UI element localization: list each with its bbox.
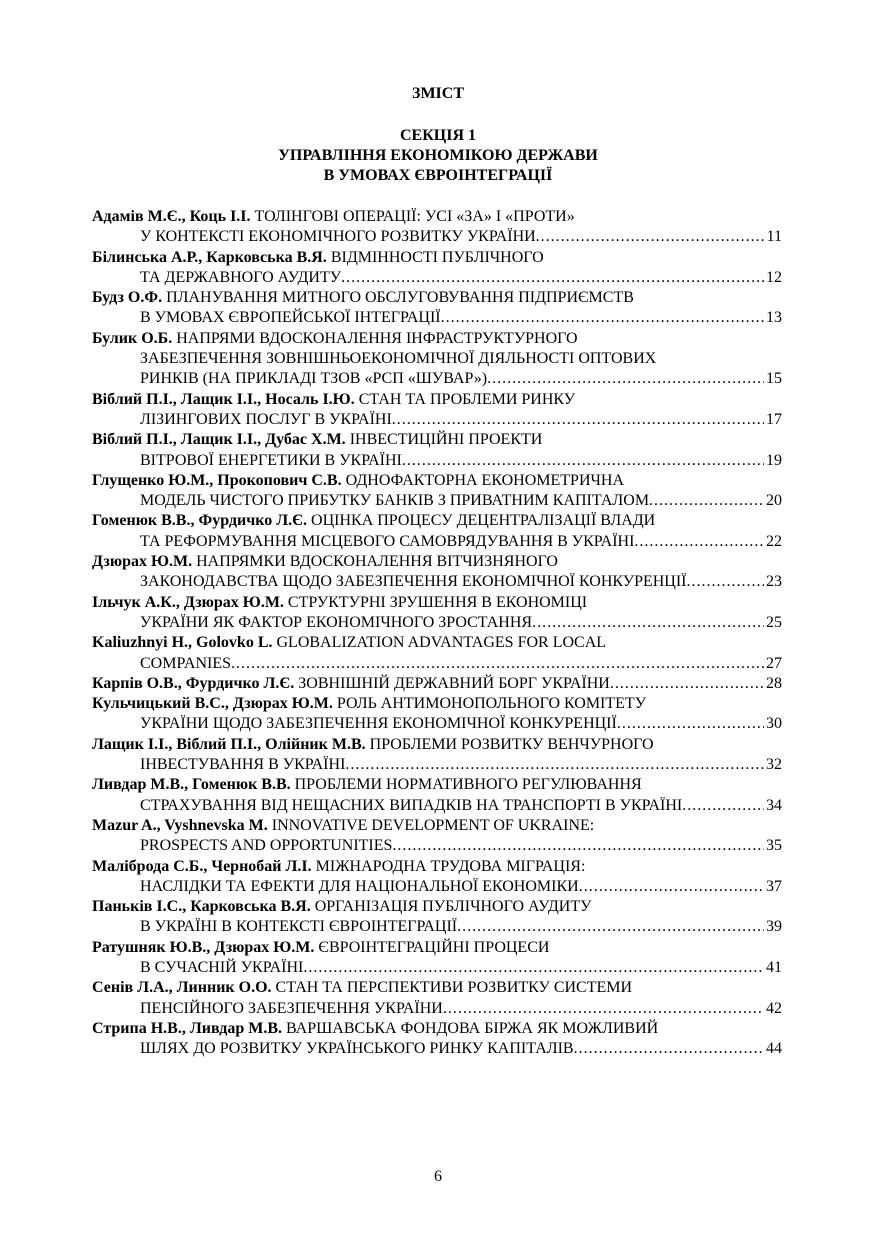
- toc-entry-page: 44: [766, 1040, 782, 1058]
- toc-entry-line: [92, 511, 782, 531]
- toc-entry-line: [92, 451, 782, 471]
- toc-entry-text: [92, 208, 575, 225]
- toc-dot-leader: [532, 613, 764, 633]
- toc-dot-leader: [441, 308, 764, 328]
- toc-dot-leader: [634, 532, 764, 552]
- page-title: ЗМІСТ: [412, 85, 464, 102]
- toc-entry-text: [140, 755, 345, 775]
- toc-entry: [92, 430, 782, 471]
- toc-dot-leader: [303, 958, 764, 978]
- toc-entry-title: ВАРШАВСЬКА ФОНДОВА БІРЖА ЯК МОЖЛИВИЙ: [286, 1019, 659, 1037]
- toc-entry-page: 13: [766, 309, 782, 327]
- toc-entry-line: [92, 471, 782, 491]
- page-number: 6: [434, 1168, 442, 1185]
- toc-entry-title: СТАН ТА ПЕРСПЕКТИВИ РОЗВИТКУ СИСТЕМИ: [275, 979, 633, 997]
- toc-entry: [92, 1019, 782, 1060]
- toc-entry-line: [92, 978, 782, 998]
- toc-dot-leader: [345, 755, 764, 775]
- toc-entry-authors: Карпів О.В., Фурдичко Л.Є.: [92, 674, 295, 692]
- toc-entry-text: [92, 695, 646, 712]
- toc-entry-title: ІНВЕСТУВАННЯ В УКРАЇНІ: [140, 756, 346, 774]
- toc-entry: [92, 511, 782, 552]
- toc-entry: [92, 329, 782, 390]
- toc-entry: [92, 248, 782, 289]
- toc-entry-line: [92, 349, 782, 369]
- toc-entry-title: ЗОВНІШНІЙ ДЕРЖАВНИЙ БОРГ УКРАЇНИ: [298, 674, 610, 692]
- toc-entry-title: ПЛАНУВАННЯ МИТНОГО ОБСЛУГОВУВАННЯ ПІДПРИЄМСТВ: [166, 289, 634, 307]
- toc-entry-text: [92, 431, 542, 448]
- toc-entry-page: 28: [766, 674, 782, 692]
- toc-dot-leader: [536, 227, 765, 247]
- toc-entry: [92, 816, 782, 857]
- toc-dot-leader: [574, 1039, 764, 1059]
- toc-entry-text: [92, 674, 610, 694]
- toc-entry-authors: Гоменюк В.В., Фурдичко Л.Є.: [92, 512, 308, 530]
- toc-entry-title: МІЖНАРОДНА ТРУДОВА МІГРАЦІЯ:: [315, 857, 586, 875]
- toc-entry-title: ЄВРОІНТЕГРАЦІЙНІ ПРОЦЕСИ: [318, 938, 550, 956]
- toc-entry: [92, 633, 782, 674]
- toc-entry-page: 39: [766, 918, 782, 936]
- toc-entry-line: [92, 248, 782, 268]
- toc-entry-text: [140, 491, 649, 511]
- toc-entry-title: ВІДМІННОСТІ ПУБЛІЧНОГО: [330, 248, 544, 266]
- section-title-line-2: В УМОВАХ ЄВРОІНТЕГРАЦІЇ: [323, 167, 553, 184]
- toc-entry-title: СТАН ТА ПРОБЛЕМИ РИНКУ: [358, 390, 576, 408]
- toc-entry-text: [140, 613, 532, 633]
- toc-entry-page: 37: [766, 877, 782, 895]
- toc-entry-page: 23: [766, 573, 782, 591]
- toc-entry-text: [140, 532, 634, 552]
- toc-entry-title: ПЕНСІЙНОГО ЗАБЕЗПЕЧЕННЯ УКРАЇНИ: [140, 999, 443, 1017]
- toc-dot-leader: [682, 796, 764, 816]
- section-number: СЕКЦІЯ 1: [399, 127, 477, 144]
- toc-entry-authors: Віблий П.І., Лащик І.І., Носаль І.Ю.: [92, 390, 355, 408]
- toc-entry-title: В СУЧАСНІЙ УКРАЇНІ: [140, 958, 304, 976]
- toc-entry-authors: Сенів Л.А., Линник О.О.: [92, 979, 272, 997]
- toc-entry-line: [92, 1019, 782, 1039]
- toc-dot-leader: [617, 714, 764, 734]
- toc-entry-line: [92, 552, 782, 572]
- toc-entry-line: [92, 532, 782, 552]
- toc-entry-authors: Mazur A., Vyshnevska M.: [92, 816, 268, 834]
- toc-entry-page: 12: [766, 268, 782, 286]
- toc-entry-title: НАСЛІДКИ ТА ЕФЕКТИ ДЛЯ НАЦІОНАЛЬНОЇ ЕКОНОМІКИ: [140, 877, 579, 895]
- toc-entry-page: 20: [766, 492, 782, 510]
- toc-entry-line: [92, 999, 782, 1019]
- toc-entry-authors: Білинська А.Р., Карковська В.Я.: [92, 248, 327, 266]
- toc-entry-authors: Будз О.Ф.: [92, 289, 163, 307]
- toc-entry-line: [92, 430, 782, 450]
- toc-entry-text: [92, 817, 594, 834]
- toc-entry-line: [92, 674, 782, 694]
- toc-entry-line: [92, 308, 782, 328]
- toc-entry-title: ЛІЗИНГОВИХ ПОСЛУГ В УКРАЇНІ: [140, 410, 392, 428]
- toc-entry-authors: Віблий П.І., Лащик І.І., Дубас Х.М.: [92, 431, 346, 449]
- toc-entry-page: 17: [766, 410, 782, 428]
- toc-entry-page: 25: [766, 613, 782, 631]
- toc-entry-page: 15: [766, 370, 782, 388]
- toc-entry-text: [92, 634, 606, 651]
- toc-entry-title: В УКРАЇНІ В КОНТЕКСТІ ЄВРОІНТЕГРАЦІЇ: [140, 918, 458, 936]
- toc-entry-authors: Паньків І.С., Карковська В.Я.: [92, 898, 311, 916]
- toc-entry-line: [92, 1039, 782, 1059]
- toc-dot-leader: [231, 654, 764, 674]
- toc-dot-leader: [341, 268, 764, 288]
- toc-entry-text: [92, 979, 632, 996]
- toc-entry-line: [92, 816, 782, 836]
- toc-entry-title: У КОНТЕКСТІ ЕКОНОМІЧНОГО РОЗВИТКУ УКРАЇНИ: [140, 228, 536, 246]
- toc-entry-line: [92, 836, 782, 856]
- toc-entry-line: [92, 735, 782, 755]
- toc-entry-title: ІНВЕСТИЦІЙНІ ПРОЕКТИ: [349, 431, 543, 449]
- toc-entry: [92, 897, 782, 938]
- toc-entry-line: [92, 694, 782, 714]
- toc-entry: [92, 390, 782, 431]
- toc-entry-authors: Ливдар М.В., Гоменюк В.В.: [92, 776, 291, 794]
- toc-entry-title: GLOBALIZATION ADVANTAGES FOR LOCAL: [276, 634, 607, 652]
- toc-entry-line: [92, 714, 782, 734]
- toc-entry-text: [140, 350, 656, 367]
- toc-entry-title: УКРАЇНИ ЩОДО ЗАБЕЗПЕЧЕННЯ ЕКОНОМІЧНОЇ КОНКУРЕНЦІЇ: [140, 715, 617, 733]
- toc-dot-leader: [487, 369, 764, 389]
- toc-entry-text: [140, 836, 392, 856]
- toc-entry-authors: Ільчук А.К., Дзюрах Ю.М.: [92, 593, 284, 611]
- toc-entry-line: [92, 410, 782, 430]
- toc-entry-authors: Маліброда С.Б., Чернобай Л.І.: [92, 857, 312, 875]
- toc-entry-line: [92, 938, 782, 958]
- toc-entry-text: [92, 898, 591, 915]
- toc-entry-title: ТОЛІНГОВІ ОПЕРАЦІЇ: УСІ «ЗА» І «ПРОТИ»: [254, 208, 575, 225]
- toc-entry-text: [92, 553, 558, 570]
- toc-entry-text: [140, 796, 682, 816]
- toc-entry-page: 11: [766, 228, 782, 246]
- toc-entry-title: НАПРЯМКИ ВДОСКОНАЛЕННЯ ВІТЧИЗНЯНОГО: [196, 553, 558, 571]
- toc-entry-title: ЗАБЕЗПЕЧЕННЯ ЗОВНІШНЬОЕКОНОМІЧНОЇ ДІЯЛЬНОСТІ ОПТОВИХ: [140, 350, 657, 368]
- toc-entry-line: [92, 654, 782, 674]
- toc-entry-page: 42: [766, 999, 782, 1017]
- toc-dot-leader: [392, 836, 764, 856]
- toc-entry-text: [92, 289, 634, 306]
- toc-entry-authors: Адамів М.Є., Коць І.І.: [92, 208, 251, 225]
- toc-entry-text: [92, 736, 654, 753]
- toc-entry-line: [92, 572, 782, 592]
- toc-entry-text: [140, 1039, 574, 1059]
- toc-entry-line: [92, 857, 782, 877]
- toc-entry-line: [92, 958, 782, 978]
- toc-entry-text: [92, 594, 587, 611]
- toc-dot-leader: [443, 999, 764, 1019]
- toc-entry-page: 32: [766, 756, 782, 774]
- toc-entry-line: [92, 877, 782, 897]
- toc-entry-line: [92, 613, 782, 633]
- toc-entry-title: ТА РЕФОРМУВАННЯ МІСЦЕВОГО САМОВРЯДУВАННЯ В УКРАЇНІ: [140, 532, 635, 550]
- toc-entry-title: PROSPECTS AND OPPORTUNITIES: [140, 837, 393, 855]
- toc-entry-text: [92, 1020, 658, 1037]
- toc-entry-title: COMPANIES: [140, 654, 231, 672]
- toc-entry-line: [92, 897, 782, 917]
- toc-entry: [92, 471, 782, 512]
- toc-entry: [92, 207, 782, 248]
- table-of-contents: [92, 207, 782, 1059]
- toc-entry-page: 41: [766, 958, 782, 976]
- toc-entry-text: [140, 958, 303, 978]
- toc-entry-text: [140, 714, 617, 734]
- toc-entry-authors: Kaliuzhnyi H., Golovko L.: [92, 634, 273, 652]
- toc-entry-title: ОРГАНІЗАЦІЯ ПУБЛІЧНОГО АУДИТУ: [314, 898, 592, 916]
- section-title-line-1: УПРАВЛІННЯ ЕКОНОМІКОЮ ДЕРЖАВИ: [278, 147, 598, 164]
- toc-entry-line: [92, 207, 782, 227]
- toc-entry: [92, 288, 782, 329]
- toc-entry-text: [140, 572, 687, 592]
- toc-entry: [92, 694, 782, 735]
- toc-entry-line: [92, 593, 782, 613]
- toc-entry-text: [92, 776, 642, 793]
- toc-entry-title: УКРАЇНИ ЯК ФАКТОР ЕКОНОМІЧНОГО ЗРОСТАННЯ: [140, 613, 533, 631]
- toc-entry-text: [92, 330, 578, 347]
- toc-entry-title: РОЛЬ АНТИМОНОПОЛЬНОГО КОМІТЕТУ: [336, 695, 647, 713]
- toc-entry-page: 19: [766, 451, 782, 469]
- toc-entry-authors: Стрипа Н.В., Ливдар М.В.: [92, 1019, 282, 1037]
- toc-entry-title: ОЦІНКА ПРОЦЕСУ ДЕЦЕНТРАЛІЗАЦІЇ ВЛАДИ: [311, 512, 656, 530]
- toc-dot-leader: [392, 410, 764, 430]
- toc-entry-text: [140, 308, 441, 328]
- toc-entry-text: [92, 939, 549, 956]
- toc-entry-page: 22: [766, 532, 782, 550]
- toc-entry-title: ШЛЯХ ДО РОЗВИТКУ УКРАЇНСЬКОГО РИНКУ КАПІТАЛІВ: [140, 1040, 574, 1058]
- toc-entry-title: СТРУКТУРНІ ЗРУШЕННЯ В ЕКОНОМІЦІ: [287, 593, 588, 611]
- toc-entry-text: [92, 858, 585, 875]
- toc-entry-page: 30: [766, 715, 782, 733]
- toc-entry-title: СТРАХУВАННЯ ВІД НЕЩАСНИХ ВИПАДКІВ НА ТРАНСПОРТІ В УКРАЇНІ: [140, 796, 683, 814]
- toc-dot-leader: [402, 451, 764, 471]
- toc-entry-text: [140, 451, 402, 471]
- toc-entry-authors: Глущенко Ю.М., Прокопович С.В.: [92, 471, 342, 489]
- toc-entry-text: [92, 512, 655, 529]
- toc-entry-line: [92, 227, 782, 247]
- toc-entry-authors: Булик О.Б.: [92, 329, 173, 347]
- toc-entry-line: [92, 917, 782, 937]
- toc-entry-line: [92, 755, 782, 775]
- toc-entry-text: [140, 410, 392, 430]
- toc-entry-text: [140, 369, 487, 389]
- toc-entry: [92, 978, 782, 1019]
- toc-entry-line: [92, 390, 782, 410]
- toc-entry-line: [92, 268, 782, 288]
- toc-entry-page: 27: [766, 654, 782, 672]
- toc-entry-authors: Кульчицький В.С., Дзюрах Ю.М.: [92, 695, 333, 713]
- toc-entry-line: [92, 796, 782, 816]
- toc-entry: [92, 552, 782, 593]
- toc-entry-line: [92, 288, 782, 308]
- toc-entry-title: В УМОВАХ ЄВРОПЕЙСЬКОЇ ІНТЕГРАЦІЇ: [140, 309, 441, 327]
- toc-entry-authors: Ратушняк Ю.В., Дзюрах Ю.М.: [92, 938, 315, 956]
- toc-entry-text: [92, 472, 624, 489]
- toc-entry: [92, 593, 782, 634]
- toc-entry-text: [140, 268, 341, 288]
- toc-entry-line: [92, 329, 782, 349]
- toc-entry-title: МОДЕЛЬ ЧИСТОГО ПРИБУТКУ БАНКІВ З ПРИВАТНИМ КАПІТАЛОМ: [140, 492, 650, 510]
- toc-entry-title: ТА ДЕРЖАВНОГО АУДИТУ: [140, 268, 342, 286]
- toc-entry-text: [140, 227, 536, 247]
- toc-entry: [92, 775, 782, 816]
- toc-entry-line: [92, 775, 782, 795]
- toc-entry-text: [140, 877, 579, 897]
- toc-dot-leader: [457, 917, 764, 937]
- toc-entry: [92, 735, 782, 776]
- toc-entry-title: РИНКІВ (НА ПРИКЛАДІ ТЗОВ «РСП «ШУВАР»): [140, 370, 488, 388]
- toc-entry-line: [92, 633, 782, 653]
- toc-entry: [92, 938, 782, 979]
- toc-entry-text: [92, 249, 544, 266]
- toc-entry-title: ОДНОФАКТОРНА ЕКОНОМЕТРИЧНА: [345, 471, 624, 489]
- toc-entry-line: [92, 369, 782, 389]
- toc-dot-leader: [649, 491, 764, 511]
- toc-entry-title: ВІТРОВОЇ ЕНЕРГЕТИКИ В УКРАЇНІ: [140, 451, 402, 469]
- toc-dot-leader: [579, 877, 764, 897]
- toc-entry-title: INNOVATIVE DEVELOPMENT OF UKRAINE:: [271, 816, 595, 834]
- toc-entry-line: [92, 491, 782, 511]
- toc-entry-page: 34: [766, 796, 782, 814]
- toc-entry-title: ЗАКОНОДАВСТВА ЩОДО ЗАБЕЗПЕЧЕННЯ ЕКОНОМІЧНОЇ КОНКУРЕНЦІЇ: [140, 573, 687, 591]
- toc-entry-title: НАПРЯМИ ВДОСКОНАЛЕННЯ ІНФРАСТРУКТУРНОГО: [176, 329, 578, 347]
- toc-entry-text: [140, 999, 443, 1019]
- toc-entry-page: 35: [766, 837, 782, 855]
- toc-entry-title: ПРОБЛЕМИ РОЗВИТКУ ВЕНЧУРНОГО: [369, 735, 654, 753]
- toc-entry-authors: Дзюрах Ю.М.: [92, 553, 193, 571]
- toc-entry-title: ПРОБЛЕМИ НОРМАТИВНОГО РЕГУЛЮВАННЯ: [294, 776, 642, 794]
- toc-entry-text: [140, 917, 457, 937]
- toc-dot-leader: [687, 572, 764, 592]
- toc-entry: [92, 857, 782, 898]
- toc-entry-authors: Лащик І.І., Віблий П.І., Олійник М.В.: [92, 735, 366, 753]
- toc-entry-text: [92, 391, 575, 408]
- toc-entry: [92, 674, 782, 694]
- section-heading: [0, 126, 876, 186]
- toc-dot-leader: [610, 674, 764, 694]
- toc-entry-text: [140, 654, 231, 674]
